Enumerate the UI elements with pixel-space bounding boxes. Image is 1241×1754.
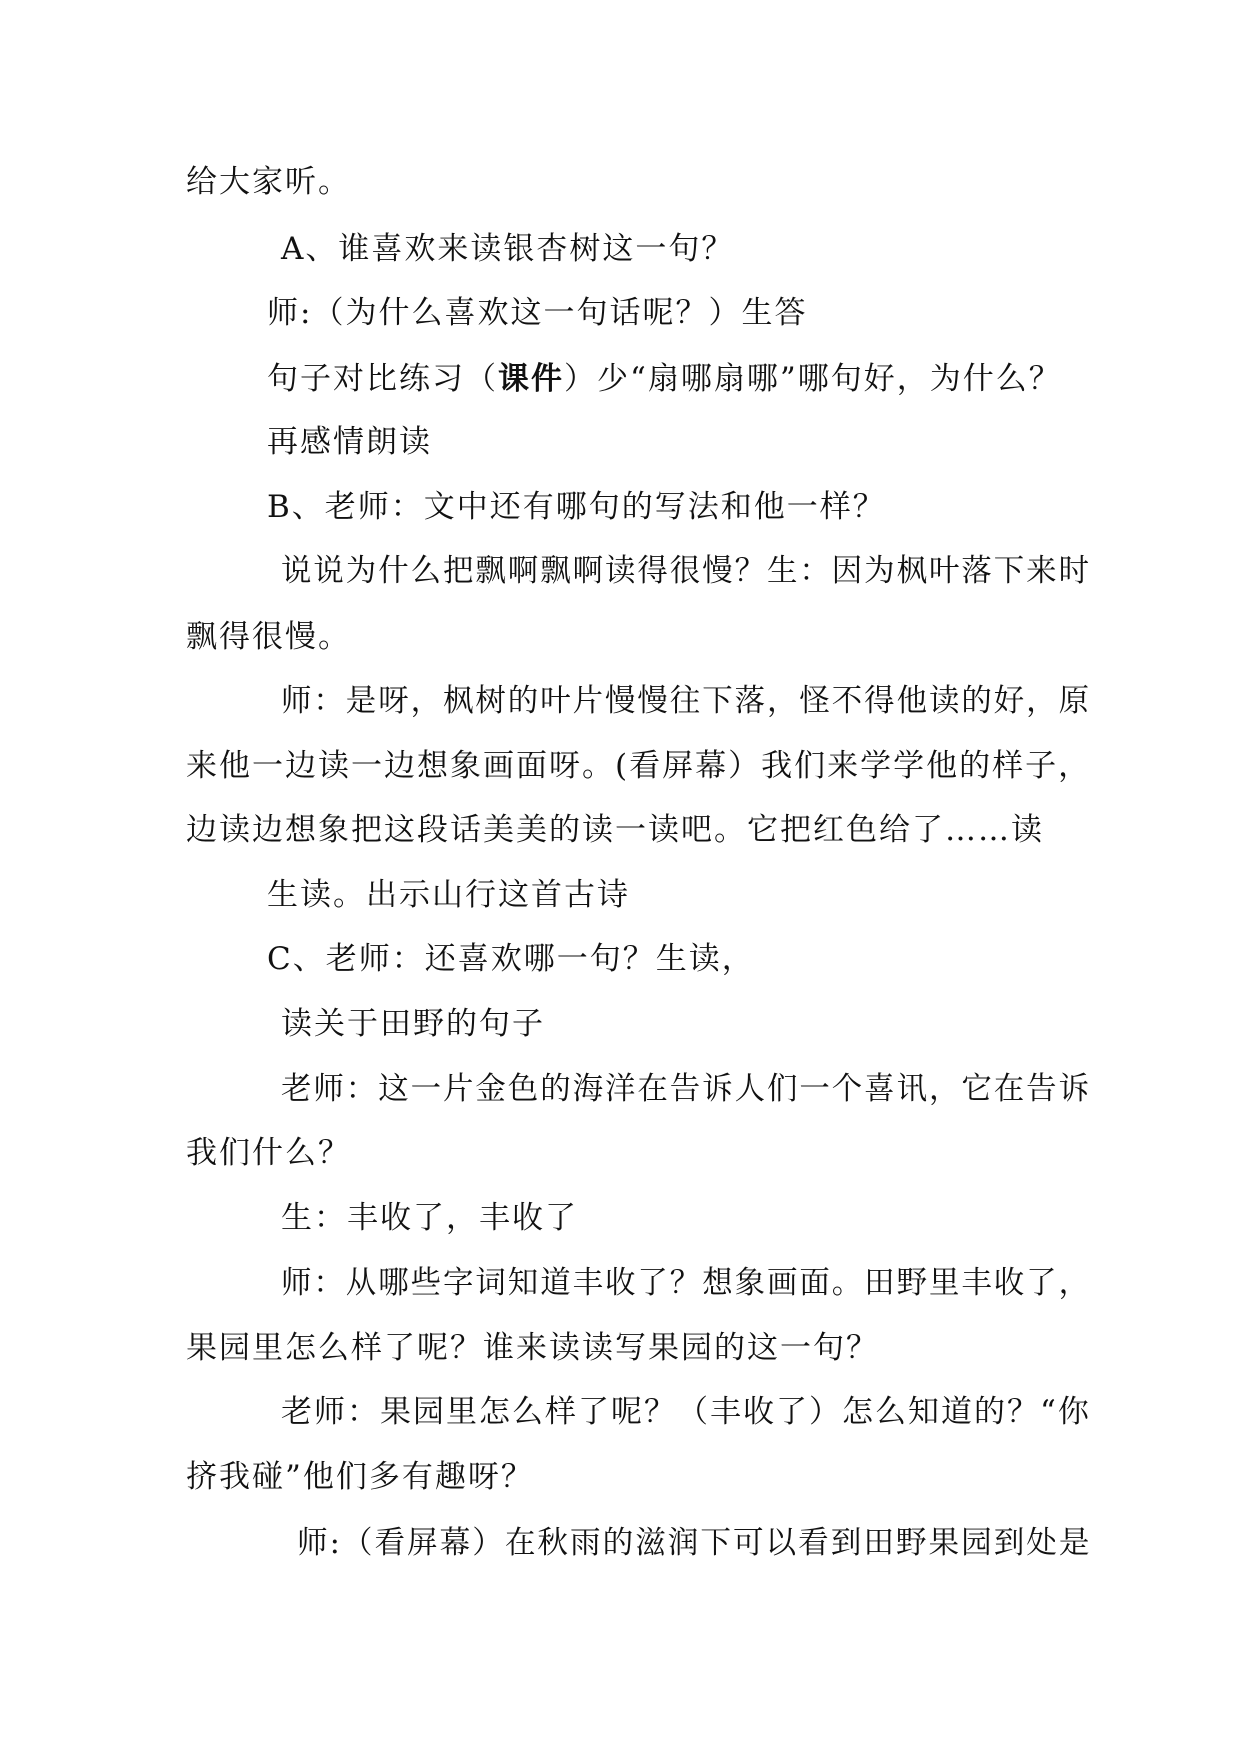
- text-line: C、老师：还喜欢哪一句？生读，: [267, 941, 755, 977]
- text-line: A、谁喜欢来读银杏树这一句？: [281, 231, 735, 267]
- text-line: 边读边想象把这段话美美的读一读吧。它把红色给了……读: [186, 812, 1044, 848]
- text-line: 果园里怎么样了呢？谁来读读写果园的这一句？: [186, 1330, 879, 1366]
- text-line: 挤我碰”他们多有趣呀？: [186, 1459, 534, 1495]
- text-segment: ）少“扇哪扇哪”哪句好，为什么？: [564, 361, 1062, 397]
- bold-keyword: 课件: [498, 361, 564, 397]
- text-segment: 句子对比练习（: [267, 361, 498, 397]
- text-line: 我们什么？: [186, 1135, 351, 1171]
- text-line: 生：丰收了，丰收了: [281, 1200, 578, 1236]
- text-line: 师：从哪些字词知道丰收了？想象画面。田野里丰收了，: [281, 1265, 1091, 1301]
- text-line: 说说为什么把飘啊飘啊读得很慢？生：因为枫叶落下来时: [281, 553, 1091, 589]
- text-line: 飘得很慢。: [186, 619, 351, 655]
- text-line: 读关于田野的句子: [281, 1006, 545, 1042]
- text-line: 老师：果园里怎么样了呢？（丰收了）怎么知道的？“你: [281, 1394, 1091, 1430]
- text-line: 师：是呀，枫树的叶片慢慢往下落，怪不得他读的好，原: [281, 683, 1091, 719]
- text-line: 师:（为什么喜欢这一句话呢？）生答: [267, 295, 808, 331]
- text-line: 给大家听。: [186, 164, 351, 200]
- text-line: B、老师：文中还有哪句的写法和他一样？: [267, 489, 886, 525]
- text-line-with-bold: [267, 361, 1062, 397]
- text-line: 再感情朗读: [267, 424, 432, 460]
- text-line: 来他一边读一边想象画面呀。(看屏幕）我们来学学他的样子，: [186, 748, 1092, 784]
- text-line: 生读。出示山行这首古诗: [267, 877, 630, 913]
- text-line: 老师：这一片金色的海洋在告诉人们一个喜讯，它在告诉: [281, 1071, 1091, 1107]
- text-line: 师:（看屏幕）在秋雨的滋润下可以看到田野果园到处是: [297, 1525, 1092, 1561]
